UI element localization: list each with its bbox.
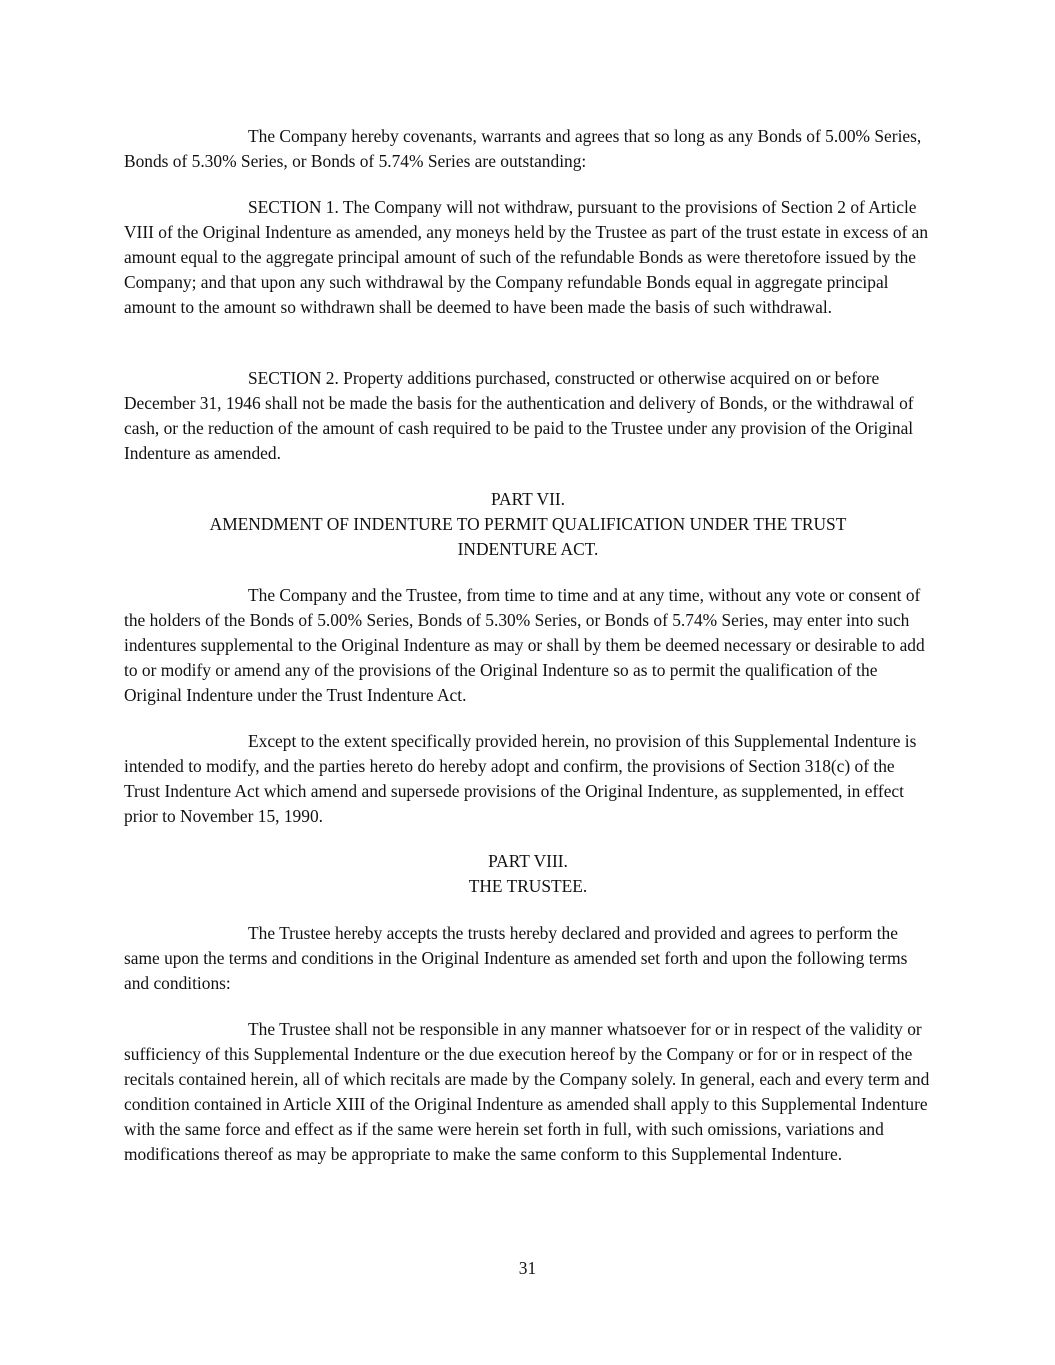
paragraph-section-2: SECTION 2. Property additions purchased, constructed or otherwise acquired on or before December 31, 1946 shall not be made the basis for the authentication and delivery of Bonds, or the withdrawal of cash, or the reduction of the amount of cash required to be paid to the Trustee under any provision of the Original Indenture as amended. — [124, 368, 914, 463]
paragraph-amendment: The Company and the Trustee, from time to time and at any time, without any vote or consent of the holders of the Bonds of 5.00% Series, Bonds of 5.30% Series, or Bonds of 5.74% Series, may enter into such indentures supplemental to the Original Indenture as may or shall by them be deemed necessary or desirable to add to or modify or amend any of the provisions of the Original Indenture so as to permit the qualification of the Original Indenture under the Trust Indenture Act. — [124, 585, 925, 705]
paragraph-exception: Except to the extent specifically provided herein, no provision of this Supplemental Indenture is intended to modify, and the parties hereto do hereby adopt and confirm, the provisions of Section 318(c) of the Trust Indenture Act which amend and supersede provisions of the Original Indenture, as supplemented, in effect prior to November 15, 1990. — [124, 731, 917, 826]
paragraph-trustee-accepts: The Trustee hereby accepts the trusts hereby declared and provided and agrees to perform the same upon the terms and conditions in the Original Indenture as amended set forth and upon the following terms and conditions: — [124, 923, 908, 993]
paragraph-covenants: The Company hereby covenants, warrants and agrees that so long as any Bonds of 5.00% Series, Bonds of 5.30% Series, or Bonds of 5.74% Series are outstanding: — [124, 126, 922, 171]
part-7-heading — [124, 487, 932, 562]
paragraph-section-1: SECTION 1. The Company will not withdraw, pursuant to the provisions of Section 2 of Article VIII of the Original Indenture as amended, any moneys held by the Trustee as part of the trust estate in excess of an amount equal to the aggregate principal amount of such of the refundable Bonds as were theretofore issued by the Company; and that upon any such withdrawal by the Company refundable Bonds equal in aggregate principal amount to the amount so withdrawn shall be deemed to have been made the basis of such withdrawal. — [124, 197, 929, 317]
part-7-title: AMENDMENT OF INDENTURE TO PERMIT QUALIFICATION UNDER THE TRUST INDENTURE ACT. — [209, 514, 847, 559]
part-8-number: PART VIII. — [488, 851, 568, 871]
part-8-heading — [124, 849, 932, 899]
part-7-number: PART VII. — [490, 489, 566, 509]
paragraph-trustee-responsibility: The Trustee shall not be responsible in any manner whatsoever for or in respect of the validity or sufficiency of this Supplemental Indenture or the due execution hereof by the Company or for or in respect of the recitals contained herein, all of which recitals are made by the Company solely. In general, each and every term and condition contained in Article XIII of the Original Indenture as amended shall apply to this Supplemental Indenture with the same force and effect as if the same were herein set forth in full, with such omissions, variations and modifications thereof as may be appropriate to make the same conform to this Supplemental Indenture. — [124, 1019, 930, 1164]
page-number: 31 — [518, 1258, 537, 1278]
part-8-title: THE TRUSTEE. — [468, 876, 588, 896]
